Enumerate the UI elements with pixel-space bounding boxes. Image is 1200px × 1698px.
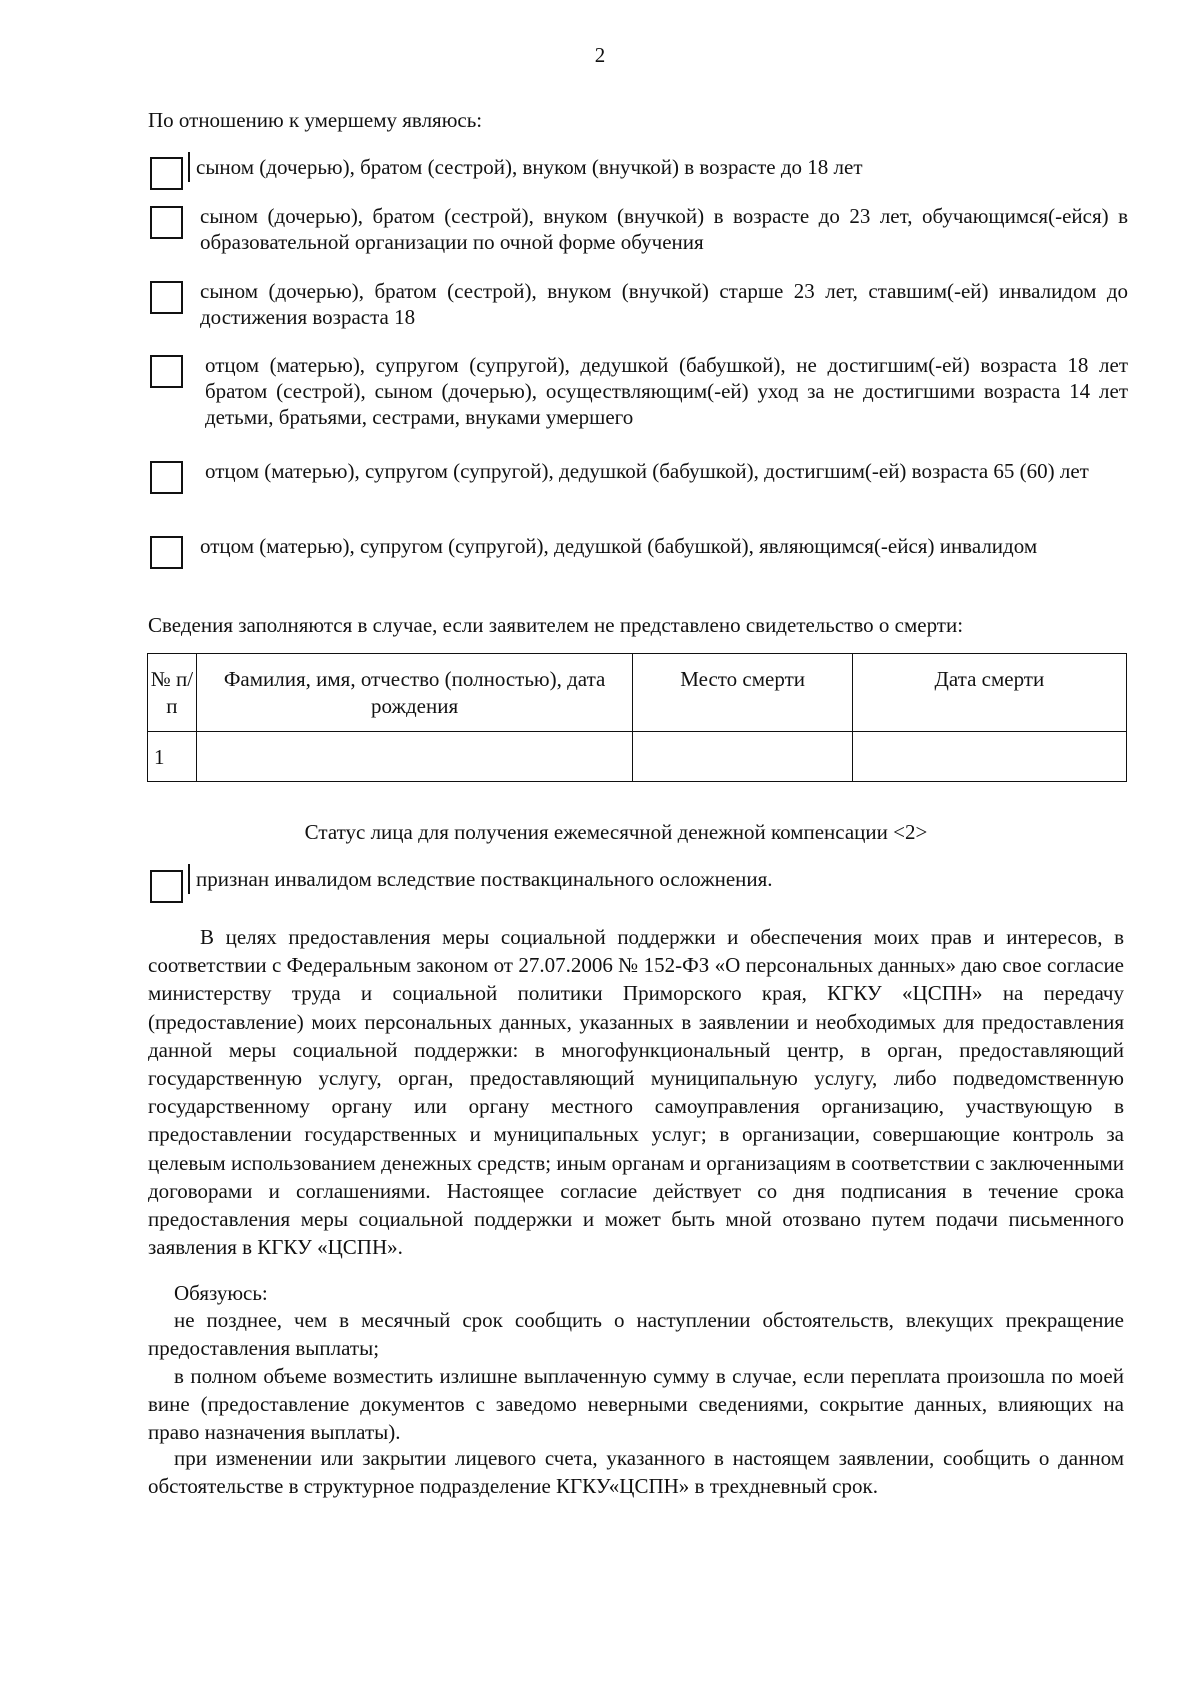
relation-option-3-label: сыном (дочерью), братом (сестрой), внуком (внучкой) старше 23 лет, ставшим(-ей) инвалидом до достижения возраста 18: [200, 279, 1128, 329]
relation-option-6-label: отцом (матерью), супругом (супругой), дедушкой (бабушкой), являющимся(-ейся) инвалидом: [200, 534, 1038, 558]
header-death-date: Дата смерти: [852, 654, 1126, 732]
cell-full-name[interactable]: [196, 732, 633, 782]
obligation-2: в полном объеме возместить излишне выплаченную сумму в случае, если переплата произошла по моей вине (предоставление документов с заведомо неверными сведениями, сокрытие данных, влияющих на право назначения выплаты).: [148, 1364, 1124, 1445]
relation-option-1-label: сыном (дочерью), братом (сестрой), внуком (внучкой) в возрасте до 18 лет: [196, 155, 863, 179]
header-number: № п/п: [148, 654, 197, 732]
page-number: 2: [594, 43, 606, 67]
relation-checkbox-4[interactable]: [150, 355, 183, 388]
relation-checkbox-2[interactable]: [150, 206, 183, 239]
relation-checkbox-3[interactable]: [150, 281, 183, 314]
header-full-name: Фамилия, имя, отчество (полностью), дата рождения: [196, 654, 633, 732]
relation-option-4-label: отцом (матерью), супругом (супругой), дедушкой (бабушкой), не достигшим(-ей) возраста 18 лет братом (сестрой), сыном (дочерью), осуществляющим(-ей) уход за не достигшими возраста 14 лет детьми, братьями, сестрами, внуками умершего: [205, 353, 1128, 429]
cell-death-place[interactable]: [633, 732, 852, 782]
relation-heading: По отношению к умершему являюсь:: [148, 108, 483, 132]
checkbox-divider: [188, 864, 190, 894]
obligation-1: не позднее, чем в месячный срок сообщить о наступлении обстоятельств, влекущих прекращение предоставления выплаты;: [148, 1308, 1124, 1361]
status-option-label: признан инвалидом вследствие поствакцинального осложнения.: [196, 867, 773, 891]
cell-death-date[interactable]: [852, 732, 1126, 782]
relation-checkbox-5[interactable]: [150, 461, 183, 494]
death-info-table: [147, 653, 1127, 782]
consent-paragraph: В целях предоставления меры социальной поддержки и обеспечения моих прав и интересов, в соответствии с Федеральным законом от 27.07.2006 № 152-ФЗ «О персональных данных» даю свое согласие министерству труда и социальной политики Приморского края, КГКУ «ЦСПН» на передачу (предоставление) моих персональных данных, указанных в заявлении и необходимых для предоставления данной меры социальной поддержки: в многофункциональный центр, в орган, предоставляющий государственную услугу, орган, предоставляющий муниципальную услугу, либо подведомственную государственному органу или органу местного самоуправления организацию, участвующую в предоставлении государственных и муниципальных услуг; в организации, совершающие контроль за целевым использованием денежных средств; иным органам и организациям в соответствии с заключенными договорами и соглашениями. Настоящее согласие действует со дня подписания в течение срока предоставления меры социальной поддержки и может быть мной отозвано путем подачи письменного заявления в КГКУ «ЦСПН».: [148, 925, 1124, 1260]
status-heading: Статус лица для получения ежемесячной денежной компенсации <2>: [304, 820, 928, 844]
relation-option-5-label: отцом (матерью), супругом (супругой), дедушкой (бабушкой), достигшим(-ей) возраста 65 (60) лет: [205, 459, 1089, 483]
checkbox-divider: [188, 152, 190, 182]
relation-option-2-label: сыном (дочерью), братом (сестрой), внуком (внучкой) в возрасте до 23 лет, обучающимся(-ейся) в образовательной организации по очной форме обучения: [200, 204, 1128, 254]
table-row: [148, 732, 1127, 782]
status-checkbox[interactable]: [150, 870, 183, 903]
table-header-row: [148, 654, 1127, 732]
cell-number: 1: [148, 732, 197, 782]
header-death-place: Место смерти: [633, 654, 852, 732]
obligation-3: при изменении или закрытии лицевого счета, указанного в настоящем заявлении, сообщить о данном обстоятельстве в структурное подразделение КГКУ«ЦСПН» в трехдневный срок.: [148, 1446, 1124, 1499]
relation-checkbox-1[interactable]: [150, 157, 183, 190]
obligations-heading: Обязуюсь:: [174, 1281, 268, 1305]
relation-checkbox-6[interactable]: [150, 536, 183, 569]
death-info-note: Сведения заполняются в случае, если заявителем не представлено свидетельство о смерти:: [148, 613, 964, 637]
